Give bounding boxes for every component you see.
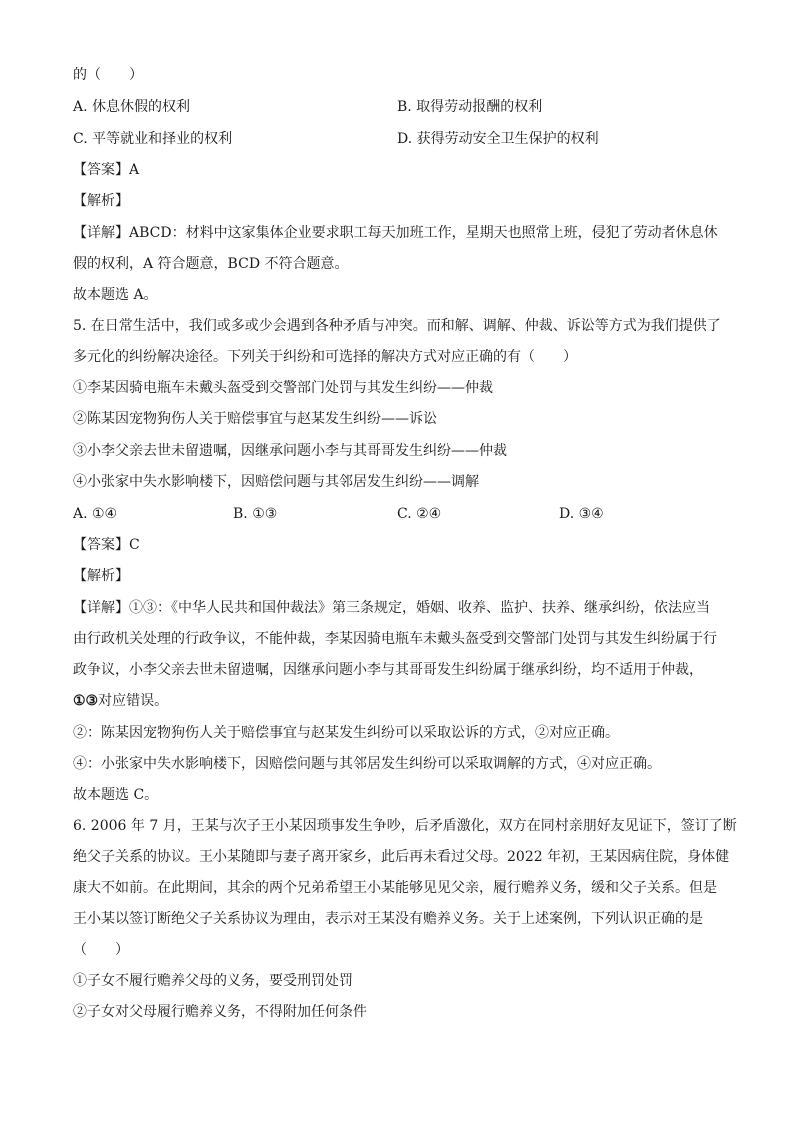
q5-detail-line-2: 由行政机关处理的行政争议，不能仲裁，李某因骑电瓶车未戴头盔受到交警部门处罚与其发生纠纷属于行 [73,631,717,647]
q6-stem-line-4: 王小某以签订断绝父子关系协议为理由，表示对王某没有赡养义务。关于上述案例，下列认识正确的是 [73,911,703,927]
detail-text: ABCD：材料中这家集体企业要求职工每天加班工作，星期天也照常上班，侵犯了劳动者休息休 [129,225,718,241]
detail-bold-tail: 对应错误。 [98,693,169,709]
q6-stem-line-2: 绝父子关系的协议。王小某随即与妻子离开家乡，此后再未看过父母。2022 年初，王某因病住院，身体健 [73,849,730,865]
q5-detail-line-3: 政争议，小李父亲去世未留遗嘱，因继承问题小李与其哥哥发生纠纷属于继承纠纷，均不适用于仲裁， [73,662,703,678]
q5-detail-line-4 [73,691,168,711]
q6-stem-line-5: （ ） [73,942,129,958]
answer-label: 【答案】 [73,537,129,553]
q4-answer [73,160,139,180]
q4-option-c: C. 平等就业和择业的权利 [73,131,233,147]
q4-option-a: A. 休息休假的权利 [73,99,191,115]
answer-value: A [129,162,140,178]
q4-detail-line-1 [73,223,718,243]
detail-label: 【详解】 [73,600,129,616]
q4-option-b: B. 取得劳动报酬的权利 [397,99,543,115]
q6-item-2: ②子女对父母履行赡养义务，不得附加任何条件 [73,1004,367,1020]
detail-label: 【详解】 [73,225,129,241]
q5-item-4: ④小张家中失水影响楼下，因赔偿问题与其邻居发生纠纷——调解 [73,474,479,490]
q4-conclusion: 故本题选 A。 [73,287,158,303]
q5-detail-line-1 [73,598,710,618]
q6-item-1: ①子女不履行赡养父母的义务，要受刑罚处罚 [73,973,353,989]
answer-label: 【答案】 [73,162,129,178]
q5-answer [73,535,140,555]
q5-analysis-label: 【解析】 [73,568,129,584]
q6-stem-line-1: 6. 2006 年 7 月，王某与次子王小某因琐事发生争吵，后矛盾激化，双方在同村亲朋好友见证下，签订了断 [73,818,737,834]
q4-stem-tail: 的（ ） [73,67,143,83]
q4-option-d: D. 获得劳动安全卫生保护的权利 [397,131,599,147]
q5-point-4: ④：小张家中失水影响楼下，因赔偿问题与其邻居发生纠纷可以采取调解的方式，④对应正确。 [73,756,661,772]
q5-option-d: D. ③④ [559,506,604,522]
q4-analysis-label: 【解析】 [73,193,129,209]
q6-stem-line-3: 康大不如前。在此期间，其余的两个兄弟希望王小某能够见见父亲，履行赡养义务，缓和父子关系。但是 [73,880,717,896]
detail-text: ①③：《中华人民共和国仲裁法》第三条规定，婚姻、收养、监护、扶养、继承纠纷，依法应当 [129,600,710,616]
q5-option-b: B. ①③ [233,506,278,522]
detail-bold-marker: ①③ [73,693,99,709]
q5-option-a: A. ①④ [73,506,118,522]
q5-option-c: C. ②④ [397,506,442,522]
q5-point-2: ②：陈某因宠物狗伤人关于赔偿事宜与赵某发生纠纷可以采取讼诉的方式，②对应正确。 [73,725,619,741]
q4-detail-line-2: 假的权利，A 符合题意，BCD 不符合题意。 [73,256,349,272]
q5-item-3: ③小李父亲去世未留遗嘱，因继承问题小李与其哥哥发生纠纷——仲裁 [73,443,507,459]
q5-stem-line-2: 多元化的纠纷解决途径。下列关于纠纷和可选择的解决方式对应正确的有（ ） [73,349,577,365]
q5-conclusion: 故本题选 C。 [73,787,159,803]
q5-item-1: ①李某因骑电瓶车未戴头盔受到交警部门处罚与其发生纠纷——仲裁 [73,380,493,396]
q5-stem-line-1: 5. 在日常生活中，我们或多或少会遇到各种矛盾与冲突。而和解、调解、仲裁、诉讼等方式为我们提供了 [73,318,721,334]
answer-value: C [129,537,140,553]
q5-item-2: ②陈某因宠物狗伤人关于赔偿事宜与赵某发生纠纷——诉讼 [73,411,437,427]
